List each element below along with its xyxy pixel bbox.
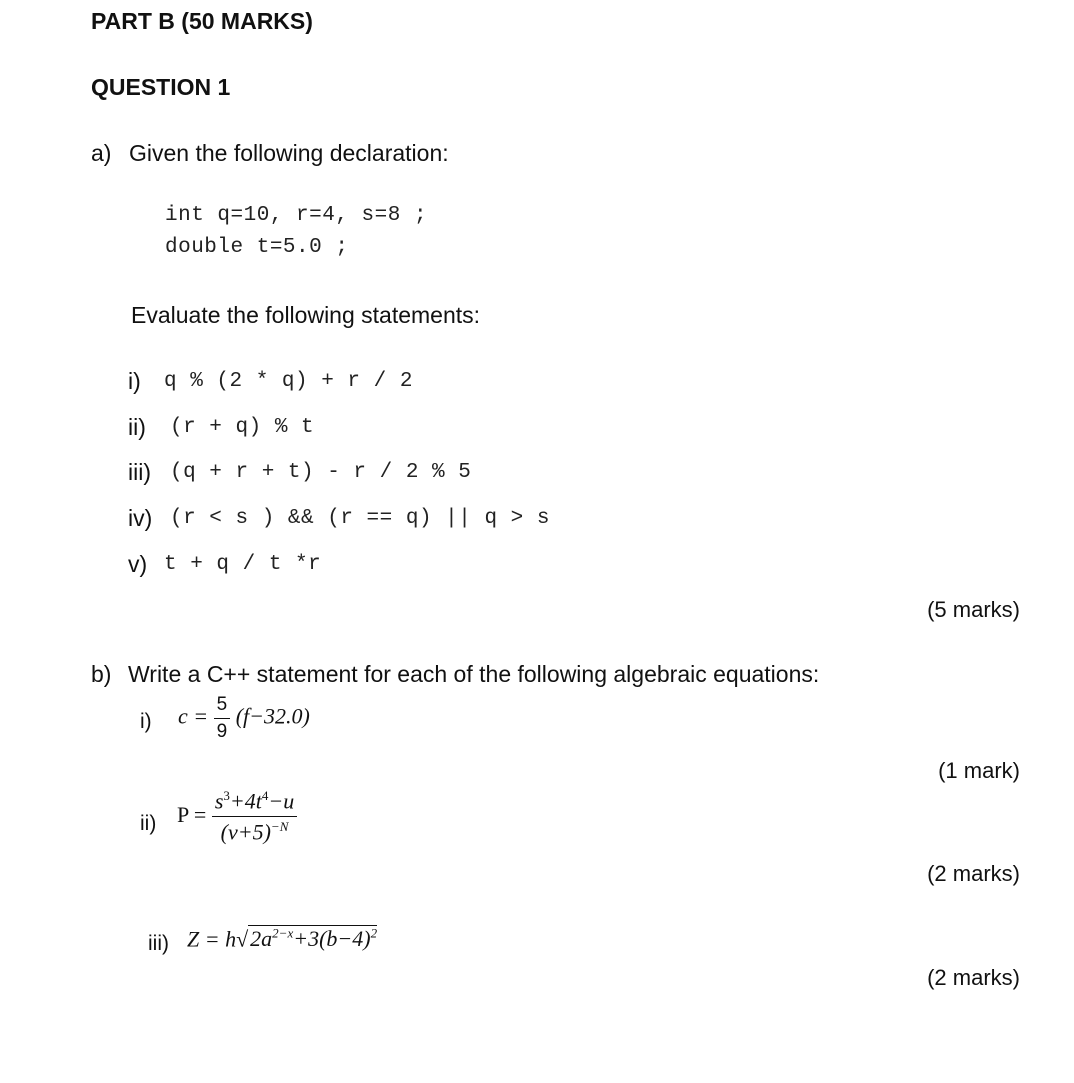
equation-label: i): [140, 710, 152, 733]
equation-rhs: (f−32.0): [235, 703, 310, 729]
statement-expr: (r + q) % t: [170, 416, 315, 439]
fraction-numerator: 5: [214, 694, 231, 719]
statement-label: ii): [128, 414, 146, 440]
part-title: PART B (50 MARKS): [91, 8, 313, 34]
statement-expr: q % (2 * q) + r / 2: [164, 370, 413, 393]
equation-i: [178, 694, 310, 743]
code-line-2: double t=5.0 ;: [165, 236, 349, 259]
equation-label: iii): [148, 932, 169, 955]
equation-lhs: c =: [178, 703, 209, 729]
term: (v+5): [220, 819, 271, 845]
fraction-denominator: [212, 817, 297, 845]
part-b-intro: Write a C++ statement for each of the following algebraic equations:: [128, 661, 820, 687]
radical-sign: √: [236, 926, 249, 952]
equation-lhs: P =: [177, 801, 207, 827]
part-b-label: b): [91, 661, 112, 687]
equation-ii: [177, 788, 297, 846]
equation-marks: (2 marks): [927, 965, 1020, 990]
exponent: 3: [223, 788, 230, 803]
equation-iii: [187, 926, 377, 952]
equation-label: ii): [140, 812, 157, 835]
term: −u: [268, 788, 295, 814]
part-a-label: a): [91, 140, 112, 166]
fraction-denominator: 9: [216, 721, 228, 742]
statement-expr: (r < s ) && (r == q) || q > s: [170, 507, 550, 530]
part-a-intro: Given the following declaration:: [129, 140, 449, 166]
evaluate-text: Evaluate the following statements:: [131, 302, 481, 328]
term: +4t: [229, 788, 262, 814]
code-line-1: int q=10, r=4, s=8 ;: [165, 204, 428, 227]
equation-marks: (1 mark): [938, 758, 1020, 783]
term: 2a: [250, 926, 273, 952]
exponent: −N: [270, 819, 289, 835]
equation-lhs: Z = h: [187, 926, 237, 952]
question-title: QUESTION 1: [91, 74, 231, 100]
statement-label: v): [128, 551, 148, 577]
statement-label: iv): [128, 505, 153, 531]
exponent: 2: [370, 926, 378, 941]
fraction-numerator: [212, 788, 297, 817]
fraction: [212, 788, 297, 846]
statement-expr: t + q / t *r: [164, 553, 322, 576]
statement-label: iii): [128, 459, 151, 485]
equation-marks: (2 marks): [927, 861, 1020, 886]
fraction: [214, 694, 231, 743]
radicand: [248, 925, 377, 951]
term: +3(b−4): [293, 926, 371, 952]
statement-expr: (q + r + t) - r / 2 % 5: [170, 461, 472, 484]
var-s: s: [214, 788, 224, 814]
statement-label: i): [128, 368, 141, 394]
exponent: 4: [261, 788, 269, 803]
part-a-marks: (5 marks): [927, 597, 1020, 622]
exponent: 2−x: [272, 926, 294, 941]
